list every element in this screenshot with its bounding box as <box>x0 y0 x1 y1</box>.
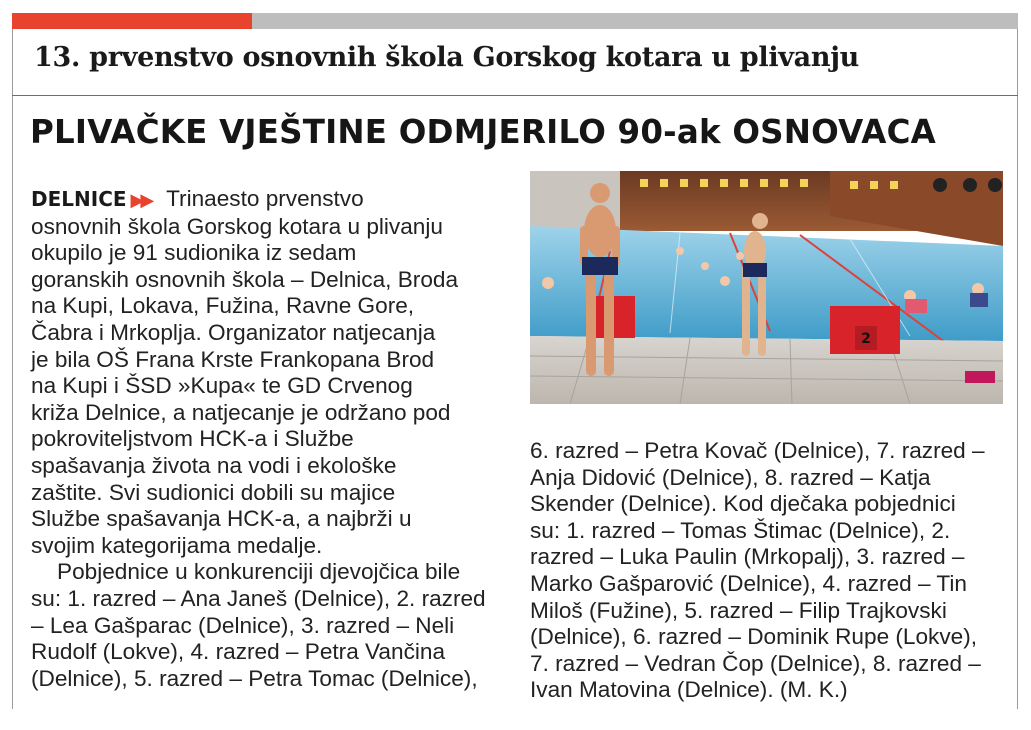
text-line: goranskih osnovnih škola – Delnica, Broda <box>31 266 459 292</box>
swimming-pool-photo <box>530 171 1003 404</box>
frame-right-border <box>1017 29 1018 709</box>
text-line: Pobjednice u konkurenciji djevojčica bile <box>57 559 461 585</box>
kicker-divider <box>12 95 1018 96</box>
text-line <box>31 186 506 214</box>
text-line: križa Delnice, a natjecanje je održano pod <box>31 399 451 425</box>
text-line: Ivan Matovina (Delnice). (M. K.) <box>530 677 848 703</box>
text-fragment: Trinaesto prvenstvo <box>160 186 364 211</box>
text-line: osnovnih škola Gorskog kotara u plivanju <box>31 213 443 239</box>
article-kicker: 13. prvenstvo osnovnih škola Gorskog kotara u plivanju <box>34 42 859 73</box>
text-line: su: 1. razred – Ana Janeš (Delnice), 2. razred <box>31 585 486 611</box>
text-line: zaštite. Svi sudionici dobili su majice <box>31 479 396 505</box>
text-line: Rudolf (Lokve), 4. razred – Petra Vančina <box>31 639 446 665</box>
text-line: Službe spašavanja HCK-a, a najbrži u <box>31 506 412 532</box>
text-line: na Kupi i ŠSD »Kupa« te GD Crvenog <box>31 373 413 399</box>
text-line: 6. razred – Petra Kovač (Delnice), 7. razred – <box>530 438 985 463</box>
text-line: razred – Luka Paulin (Mrkopalj), 3. razred – <box>530 544 965 570</box>
text-line: spašavanja života na vodi i ekološke <box>31 452 397 478</box>
text-line: Miloš (Fužine), 5. razred – Filip Trajkovski <box>530 597 947 623</box>
text-line: – Lea Gašparac (Delnice), 3. razred – Neli <box>31 612 455 638</box>
text-line: 7. razred – Vedran Čop (Delnice), 8. razred – <box>530 650 981 676</box>
text-line: je bila OŠ Frana Krste Frankopana Brod <box>31 346 435 372</box>
frame-left-border <box>12 29 13 709</box>
text-line: (Delnice), 5. razred – Petra Tomac (Delnice), <box>31 665 478 691</box>
text-line: Skender (Delnice). Kod dječaka pobjednici <box>530 491 956 517</box>
article-photo <box>530 171 1003 404</box>
article-headline: PLIVAČKE VJEŠTINE ODMJERILO 90-ak OSNOVACA <box>30 113 937 151</box>
double-arrow-icon: ▶▶ <box>130 190 151 210</box>
article-column-right <box>530 438 1010 704</box>
text-line: pokroviteljstvom HCK-a i Službe <box>31 426 354 452</box>
section-grey-bar <box>252 13 1018 29</box>
dateline: DELNICE <box>31 187 127 211</box>
text-line: (Delnice), 6. razred – Dominik Rupe (Lokve), <box>530 624 978 650</box>
text-line: Anja Didović (Delnice), 8. razred – Katja <box>530 464 931 490</box>
text-line: su: 1. razred – Tomas Štimac (Delnice), 2. <box>530 517 951 543</box>
text-line: Čabra i Mrkoplja. Organizator natjecanja <box>31 319 436 345</box>
text-line: okupilo je 91 sudionika iz sedam <box>31 240 357 266</box>
article-column-left <box>31 186 506 692</box>
section-color-bar <box>12 13 252 29</box>
block-number-label: 2 <box>861 331 871 347</box>
text-line: Marko Gašparović (Delnice), 4. razred – Tin <box>530 570 967 596</box>
text-line: na Kupi, Lokava, Fužina, Ravne Gore, <box>31 293 415 319</box>
text-line: svojim kategorijama medalje. <box>31 532 323 558</box>
